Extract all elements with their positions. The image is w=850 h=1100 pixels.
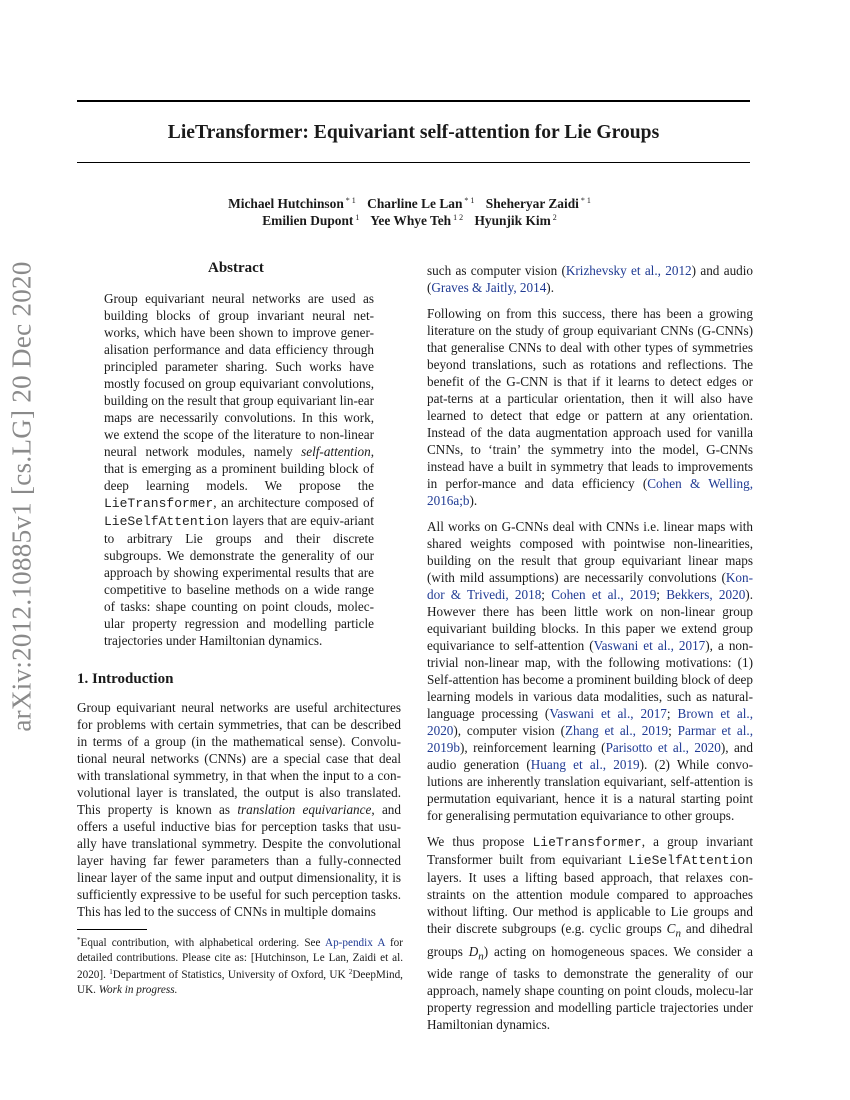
citation-link[interactable]: Cohen et al., 2019 [551,587,657,602]
paragraph-text: ). [469,493,478,508]
abstract-emphasis: self-attention [301,444,371,459]
paragraph-text: All works on G-CNNs deal with CNNs i.e. linear maps with shared weights composed with pointwise non-linearities, building on the result that group equivariant linear maps (with mild assumptions) are necessarily convolutions ( [427,519,753,585]
citation-link[interactable]: Vaswani et al., 2017 [593,638,706,653]
paragraph-text: We thus propose [427,834,533,849]
right-column [427,262,753,1033]
paragraph [427,833,753,1033]
author-list-line-1 [77,196,750,212]
paragraph-text: Following on from this success, there has been a growing literature on the study of group equivariant CNNs (G-CNNs) that generalise CNNs to deal with other types of symmetries beyond translations, such as rotations and reflections. The benefit of the G-CNN is that if it learns to detect edges or pat-terns at a particular orientation, then it will also have learned to detect that edge or pattern at any orientation. Instead of the data augmentation approach used for vanilla CNNs, to ‘train’ the symmetry into the model, G-CNNs instead have a built in symmetry that leads to improvements in perfor-mance and data efficiency ( [427,306,753,491]
author-list-line-2 [77,213,750,229]
section-heading-introduction: 1. Introduction [77,671,174,687]
abstract-heading: Abstract [208,260,264,276]
paragraph-text: ), and audio generation ( [427,740,753,772]
author-name: Yee Whye Teh [370,213,452,228]
paragraph-text: ), computer vision ( [453,723,565,738]
paragraph-text: ). (2) While convo-lutions are inherently translation equivariant, self-attention is permutation equivariant, hence it is a natural starting point for generalising permutation equivariance to other groups. [427,757,753,823]
abstract-text: , an architecture composed of [213,495,374,510]
math-subscript: n [478,950,484,963]
citation-link[interactable]: Kon-dor & Trivedi, 2018 [427,570,753,602]
paragraph-text: such as computer vision ( [427,263,566,278]
paragraph-text: ) acting on homogeneous spaces. We consider a wide range of tasks to demonstrate the generality of our approach, namely shape counting on point clouds, molecu-lar property regression and modelling particle trajectories under Hamiltonian dynamics. [427,943,753,1033]
intro-emphasis: translation equivariance [237,802,372,817]
appendix-link[interactable]: Ap-pendix A [325,937,385,949]
author-name: Hyunjik Kim [474,213,551,228]
abstract-text: , that is emerging as a prominent building block of deep learning models. We propose the [104,444,374,493]
author-name: Charline Le Lan [367,196,463,211]
paragraph-text: ), a non-trivial non-linear map, with the following motivations: (1) Self-attention has become a prominent building block of deep learning models in various data modalities, such as natural-language processing ( [427,638,753,721]
intro-text: , and offers a useful inductive bias for perception tasks that usu-ally have translational symmetry. Despite the convolutional layer having far fewer parameters than a fully-connected linear layer of the same input and output dimensionality, it is sufficiently expressive to be useful for such perception tasks. This has led to the success of CNNs in multiple domains [77,802,401,919]
code-term: LieTransformer [104,496,214,511]
footnote-mark: 2 [348,968,353,977]
footnote-text: DeepMind, UK. [77,969,403,996]
paragraph-text: , a group invariant Transformer built from equivariant [427,834,753,867]
introduction-body [77,699,401,920]
author-affiliation: * 1 [464,196,475,205]
paragraph-text: ; [668,723,678,738]
paragraph-text: ; [656,587,667,602]
author-affiliation: * 1 [580,196,591,205]
citation-link[interactable]: Huang et al., 2019 [530,757,640,772]
paragraph [427,305,753,509]
abstract-body [104,290,374,649]
author-name: Michael Hutchinson [228,196,344,211]
paragraph-text: and dihedral groups [427,921,753,959]
code-term: LieSelfAttention [628,853,753,868]
abstract-text: layers that are equiv-ariant to arbitrary Lie groups and their discrete subgroups. We demonstrate the generality of our approach by showing experimental results that are competitive to baseline methods on a wide range of tasks: shape counting on point clouds, molec-ular property regression and modelling particle trajectories under Hamiltonian dynamics. [104,513,374,648]
paragraph-text: ), reinforcement learning ( [459,740,606,755]
footnote-text: Department of Statistics, University of Oxford, UK [112,969,349,982]
arxiv-identifier-text: arXiv:2012.10885v1 [cs.LG] 20 Dec 2020 [6,260,37,732]
intro-text: Group equivariant neural networks are useful architectures for problems with certain symmetries, that can be described in terms of a group (in the mathematical sense). Convolu-tional neural networks (CNNs) are a special case that deal with translational symmetry, in that when the input to a con-volutional layer is translated, the output is also translated. This property is known as [77,700,401,817]
author-name: Sheheryar Zaidi [485,196,579,211]
paragraph-text: ). However there has been little work on non-linear group equivariant building blocks. In this paper we extend group equivariance to self-attention ( [427,587,753,653]
paragraph-text: ; [541,587,552,602]
footnote-emphasis: Work in progress. [98,983,178,996]
footnote-mark: 1 [109,968,113,977]
citation-link[interactable]: Zhang et al., 2019 [564,723,669,738]
code-term: LieSelfAttention [104,514,229,529]
paragraph-text: layers. It uses a lifting based approach, that relaxes con-straints on the attention module compared to approaches without lifting. Our method is applicable to Lie groups and their discrete subgroups (e.g. cyclic groups [427,870,753,936]
author-affiliation: 1 2 [453,213,464,222]
title-bottom-rule [77,162,750,163]
footnote [77,933,403,997]
paragraph [427,518,753,824]
arxiv-identifier [5,260,39,732]
math-symbol: D [468,943,479,959]
math-subscript: n [675,927,681,940]
citation-link[interactable]: Bekkers, 2020 [666,587,746,602]
author-affiliation: 1 [355,213,360,222]
citation-link[interactable]: Krizhevsky et al., 2012 [565,263,692,278]
footnote-rule [77,929,147,930]
citation-link[interactable]: Parmar et al., 2019b [427,723,753,755]
citation-link[interactable]: Vaswani et al., 2017 [549,706,667,721]
author-name: Emilien Dupont [262,213,354,228]
citation-link[interactable]: Parisotto et al., 2020 [605,740,721,755]
code-term: LieTransformer [532,835,642,850]
footnote-mark: * [77,936,81,944]
citation-link[interactable]: Cohen & Welling, 2016a;b [427,476,753,508]
citation-link[interactable]: Graves & Jaitly, 2014 [431,280,547,295]
paragraph-text: ) and audio ( [427,263,754,295]
math-symbol: C [666,921,676,936]
author-affiliation: 2 [552,213,557,222]
citation-link[interactable]: Brown et al., 2020 [427,706,753,738]
paragraph-text: ). [546,280,554,295]
footnote-text: Equal contribution, with alphabetical ordering. See [80,937,325,949]
author-affiliation: * 1 [345,196,356,205]
paragraph-text: ; [666,706,678,721]
title-top-rule [77,100,750,102]
paragraph [427,262,753,296]
footnote-text: for detailed contributions. Please cite as: [Hutchinson, Le Lan, Zaidi et al. 2020]. [77,937,403,982]
paper-title: LieTransformer: Equivariant self-attention for Lie Groups [167,122,660,143]
abstract-text: Group equivariant neural networks are used as building blocks of group invariant neural net-works, which have been shown to improve gener-alisation performance and data efficiency through principled parameter sharing. Such works have mostly focused on group equivariant convolutions, building on the result that group equivariant lin-ear maps are necessarily convolutions. In this work, we extend the scope of the literature to non-linear neural network modules, namely [104,291,374,459]
